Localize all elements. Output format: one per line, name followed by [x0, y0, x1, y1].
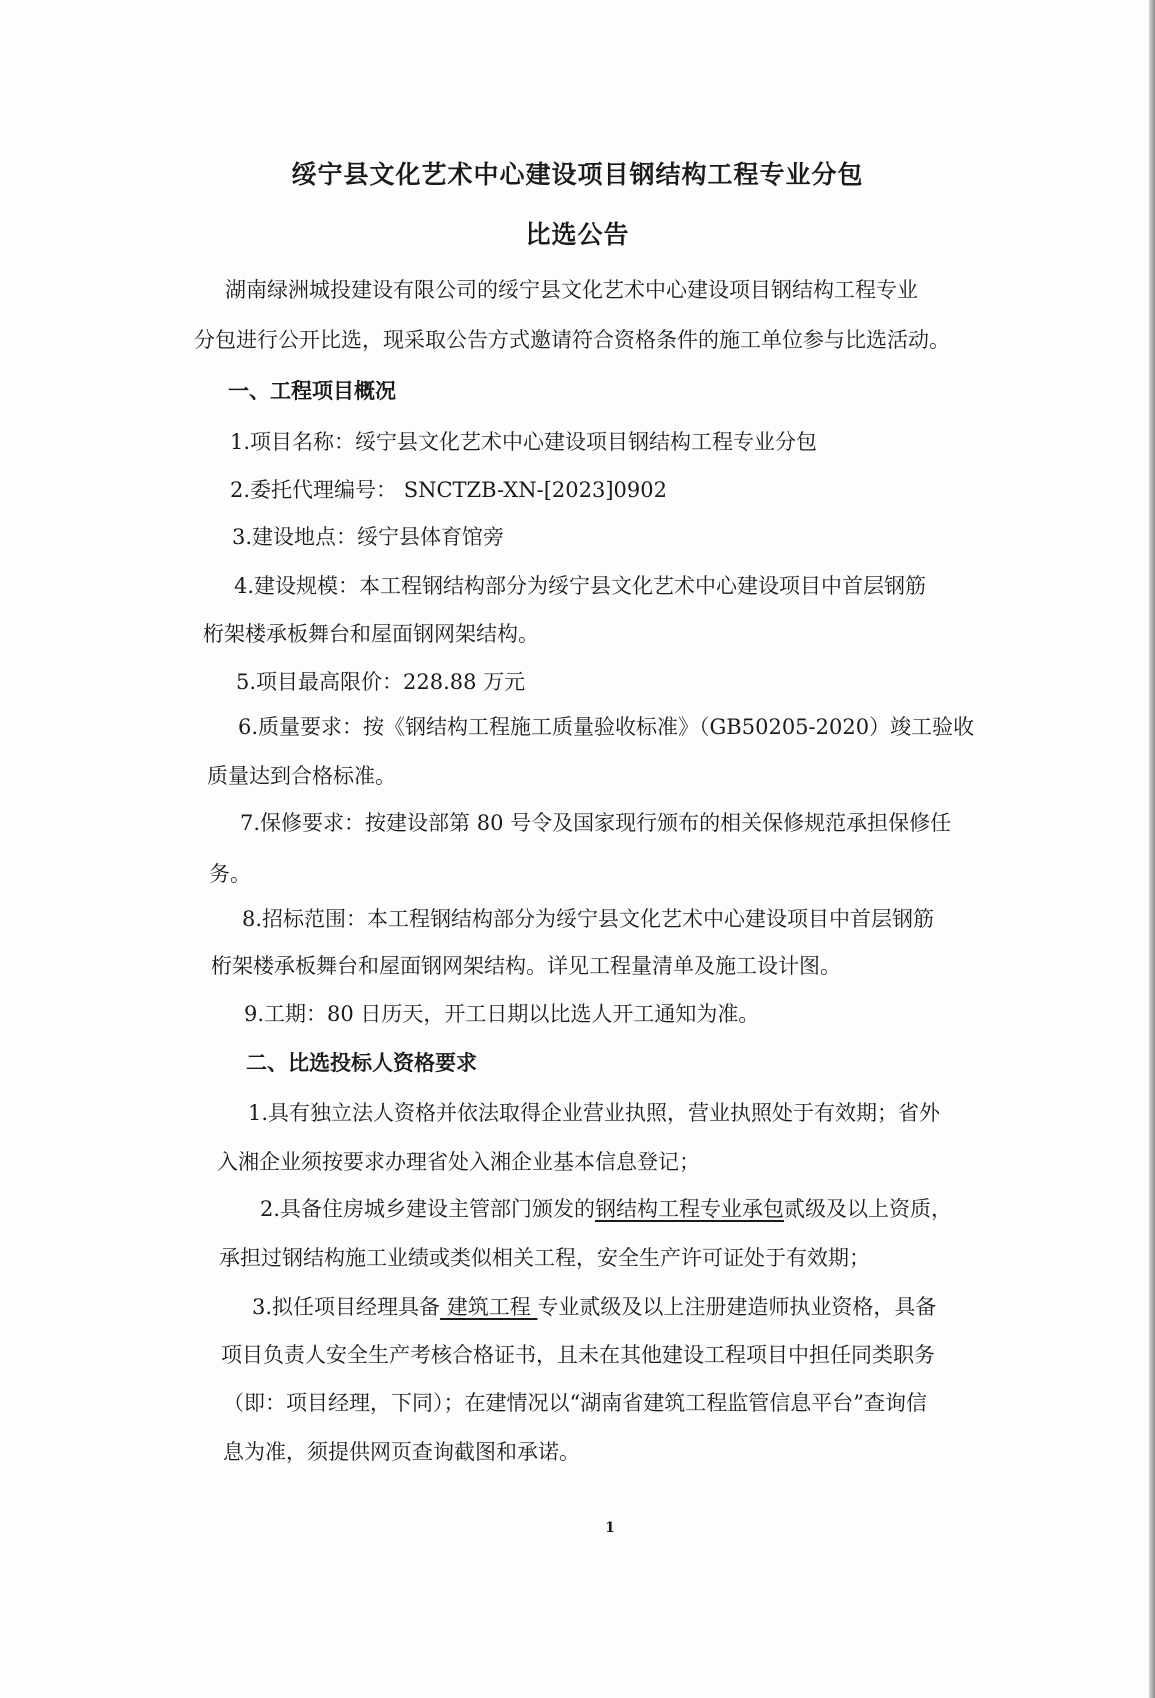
section-2-heading: 二、比选投标人资格要求 [246, 1051, 477, 1075]
qualification-3-line-2: 项目负责人安全生产考核合格证书，且未在其他建设工程项目中担任同类职务 [221, 1343, 935, 1367]
bidding-scope-item-line-2: 桁架楼承板舞台和屋面钢网架结构。详见工程量清单及施工设计图。 [211, 954, 841, 978]
construction-scale-item-line-2: 桁架楼承板舞台和屋面钢网架结构。 [203, 622, 539, 646]
quality-requirement-item-line-1: 6.质量要求：按《钢结构工程施工质量验收标准》（GB50205-2020）竣工验收 [238, 715, 975, 739]
qualification-1-line-1: 1.具有独立法人资格并依法取得企业营业执照，营业执照处于有效期；省外 [248, 1101, 941, 1125]
qualification-3-underlined-field: 建筑工程 [440, 1295, 538, 1319]
qualification-3-text-pre: 3.拟任项目经理具备 [252, 1295, 441, 1319]
document-title: 绥宁县文化艺术中心建设项目钢结构工程专业分包 [291, 160, 864, 189]
construction-site-item: 3.建设地点：绥宁县体育馆旁 [232, 525, 505, 549]
qualification-2-text-post: 贰级及以上资质， [784, 1197, 953, 1221]
bidding-scope-item-line-1: 8.招标范围：本工程钢结构部分为绥宁县文化艺术中心建设项目中首层钢筋 [242, 907, 935, 931]
max-price-item: 5.项目最高限价：228.88 万元 [236, 670, 526, 694]
section-1-heading: 一、工程项目概况 [228, 379, 396, 403]
qualification-2-text-pre: 2.具备住房城乡建设主管部门颁发的 [260, 1197, 596, 1221]
qualification-2-underlined-field: 钢结构工程专业承包 [595, 1197, 785, 1221]
qualification-3-line-4: 息为准，须提供网页查询截图和承诺。 [223, 1440, 580, 1464]
qualification-3-text-post: 专业贰级及以上注册建造师执业资格，具备 [537, 1295, 937, 1319]
scan-edge-shadow [1149, 0, 1155, 1698]
qualification-3-line-1 [252, 1293, 936, 1321]
quality-requirement-item-line-2: 质量达到合格标准。 [207, 764, 396, 788]
qualification-2-line-2: 承担过钢结构施工业绩或类似相关工程，安全生产许可证处于有效期； [219, 1246, 870, 1270]
page-number: 1 [605, 1520, 615, 1536]
qualification-1-line-2: 入湘企业须按要求办理省处入湘企业基本信息登记； [217, 1150, 700, 1174]
document-subtitle: 比选公告 [525, 220, 630, 249]
construction-scale-item-line-1: 4.建设规模：本工程钢结构部分为绥宁县文化艺术中心建设项目中首层钢筋 [234, 574, 927, 598]
qualification-2-line-1 [260, 1195, 952, 1223]
agency-number-item: 2.委托代理编号： SNCTZB-XN-[2023]0902 [230, 478, 668, 502]
warranty-requirement-item-line-1: 7.保修要求：按建设部第 80 号令及国家现行颁布的相关保修规范承担保修任 [240, 811, 952, 835]
warranty-requirement-item-line-2: 务。 [209, 862, 251, 886]
intro-paragraph-line-2: 分包进行公开比选，现采取公告方式邀请符合资格条件的施工单位参与比选活动。 [194, 328, 950, 352]
construction-period-item: 9.工期：80 日历天，开工日期以比选人开工通知为准。 [244, 1002, 760, 1026]
qualification-3-line-3: （即：项目经理，下同）；在建情况以“湖南省建筑工程监管信息平台”查询信 [223, 1391, 927, 1415]
intro-paragraph-line-1: 湖南绿洲城投建设有限公司的绥宁县文化艺术中心建设项目钢结构工程专业 [225, 278, 918, 302]
project-name-item: 1.项目名称：绥宁县文化艺术中心建设项目钢结构工程专业分包 [230, 430, 818, 454]
